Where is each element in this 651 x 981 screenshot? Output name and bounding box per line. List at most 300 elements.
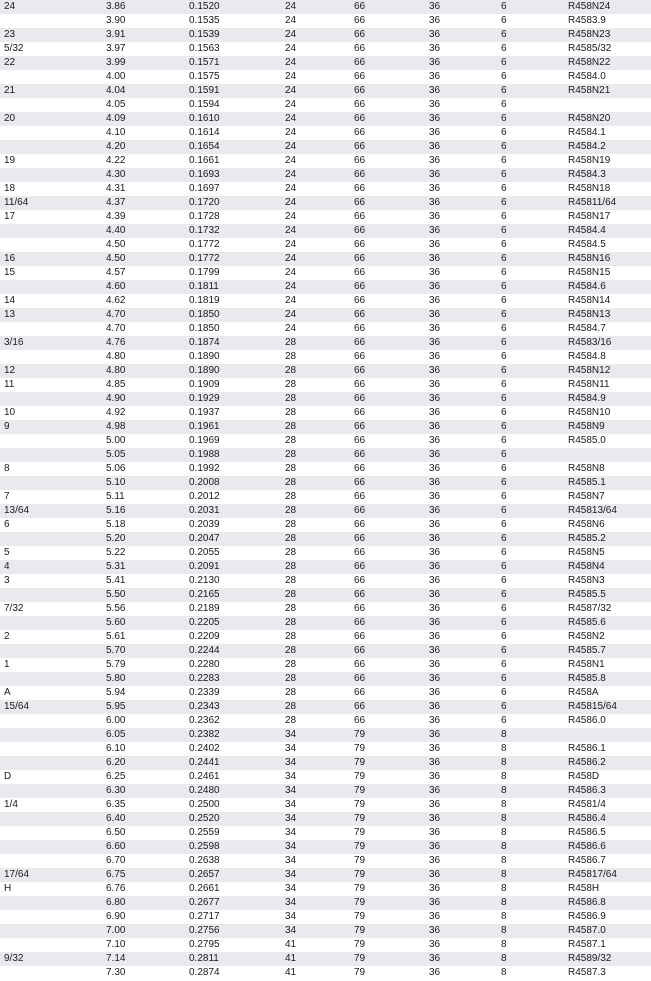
inch-cell: 0.1811	[186, 280, 282, 294]
overall-length-cell: 66	[350, 518, 425, 532]
gauge-cell	[0, 434, 104, 448]
table-row	[0, 868, 651, 882]
shank-cell: 8	[497, 966, 565, 980]
shank-cell: 6	[497, 252, 565, 266]
flute-length-cell: 34	[282, 756, 350, 770]
mm-cell: 5.16	[104, 504, 186, 518]
table-row	[0, 574, 651, 588]
shank-cell: 6	[497, 84, 565, 98]
mm-cell: 5.61	[104, 630, 186, 644]
shank-cell: 6	[497, 686, 565, 700]
point-angle-cell: 36	[425, 546, 497, 560]
shank-cell: 6	[497, 434, 565, 448]
table-row	[0, 784, 651, 798]
gauge-cell: 4	[0, 560, 104, 574]
flute-length-cell: 24	[282, 14, 350, 28]
shank-cell: 8	[497, 896, 565, 910]
shank-cell: 6	[497, 630, 565, 644]
gauge-cell: 18	[0, 182, 104, 196]
shank-cell: 8	[497, 868, 565, 882]
table-row	[0, 196, 651, 210]
overall-length-cell: 66	[350, 378, 425, 392]
part-number-cell: R4586.9	[565, 910, 651, 924]
shank-cell: 6	[497, 126, 565, 140]
part-number-cell: R458N16	[565, 252, 651, 266]
overall-length-cell: 66	[350, 28, 425, 42]
flute-length-cell: 28	[282, 462, 350, 476]
gauge-cell	[0, 854, 104, 868]
part-number-cell: R4586.3	[565, 784, 651, 798]
overall-length-cell: 66	[350, 126, 425, 140]
part-number-cell: R4585.2	[565, 532, 651, 546]
mm-cell: 5.05	[104, 448, 186, 462]
part-number-cell: R45815/64	[565, 700, 651, 714]
point-angle-cell: 36	[425, 532, 497, 546]
mm-cell: 5.41	[104, 574, 186, 588]
table-row	[0, 70, 651, 84]
point-angle-cell: 36	[425, 854, 497, 868]
overall-length-cell: 66	[350, 644, 425, 658]
table-row	[0, 406, 651, 420]
flute-length-cell: 28	[282, 406, 350, 420]
mm-cell: 3.91	[104, 28, 186, 42]
gauge-cell: 2	[0, 630, 104, 644]
inch-cell: 0.2343	[186, 700, 282, 714]
shank-cell: 6	[497, 448, 565, 462]
overall-length-cell: 66	[350, 70, 425, 84]
gauge-cell: 5	[0, 546, 104, 560]
gauge-cell: 9/32	[0, 952, 104, 966]
gauge-cell	[0, 644, 104, 658]
point-angle-cell: 36	[425, 616, 497, 630]
shank-cell: 8	[497, 812, 565, 826]
point-angle-cell: 36	[425, 476, 497, 490]
flute-length-cell: 34	[282, 924, 350, 938]
overall-length-cell: 66	[350, 700, 425, 714]
overall-length-cell: 79	[350, 938, 425, 952]
table-row	[0, 210, 651, 224]
mm-cell: 6.75	[104, 868, 186, 882]
inch-cell: 0.2638	[186, 854, 282, 868]
table-row	[0, 924, 651, 938]
shank-cell: 6	[497, 462, 565, 476]
overall-length-cell: 66	[350, 140, 425, 154]
gauge-cell: 3	[0, 574, 104, 588]
point-angle-cell: 36	[425, 952, 497, 966]
gauge-cell	[0, 238, 104, 252]
overall-length-cell: 79	[350, 812, 425, 826]
inch-cell: 0.1874	[186, 336, 282, 350]
point-angle-cell: 36	[425, 868, 497, 882]
flute-length-cell: 28	[282, 448, 350, 462]
overall-length-cell: 66	[350, 714, 425, 728]
inch-cell: 0.2280	[186, 658, 282, 672]
point-angle-cell: 36	[425, 588, 497, 602]
table-row	[0, 112, 651, 126]
table-row	[0, 546, 651, 560]
flute-length-cell: 28	[282, 392, 350, 406]
inch-cell: 0.2598	[186, 840, 282, 854]
table-row	[0, 588, 651, 602]
mm-cell: 6.76	[104, 882, 186, 896]
mm-cell: 6.25	[104, 770, 186, 784]
shank-cell: 8	[497, 742, 565, 756]
table-row	[0, 280, 651, 294]
part-number-cell: R458N19	[565, 154, 651, 168]
mm-cell: 6.60	[104, 840, 186, 854]
table-row	[0, 966, 651, 980]
flute-length-cell: 28	[282, 476, 350, 490]
point-angle-cell: 36	[425, 896, 497, 910]
shank-cell: 8	[497, 910, 565, 924]
flute-length-cell: 28	[282, 546, 350, 560]
gauge-cell: 17/64	[0, 868, 104, 882]
inch-cell: 0.1520	[186, 0, 282, 14]
gauge-cell: A	[0, 686, 104, 700]
table-row	[0, 378, 651, 392]
flute-length-cell: 28	[282, 574, 350, 588]
shank-cell: 6	[497, 588, 565, 602]
point-angle-cell: 36	[425, 560, 497, 574]
shank-cell: 8	[497, 924, 565, 938]
part-number-cell: R458N13	[565, 308, 651, 322]
part-number-cell: R458N23	[565, 28, 651, 42]
table-row	[0, 322, 651, 336]
inch-cell: 0.2209	[186, 630, 282, 644]
flute-length-cell: 28	[282, 504, 350, 518]
point-angle-cell: 36	[425, 336, 497, 350]
flute-length-cell: 28	[282, 602, 350, 616]
gauge-cell	[0, 14, 104, 28]
table-row	[0, 98, 651, 112]
gauge-cell	[0, 826, 104, 840]
overall-length-cell: 66	[350, 532, 425, 546]
overall-length-cell: 66	[350, 630, 425, 644]
gauge-cell: D	[0, 770, 104, 784]
gauge-cell	[0, 140, 104, 154]
table-row	[0, 434, 651, 448]
mm-cell: 6.05	[104, 728, 186, 742]
flute-length-cell: 24	[282, 70, 350, 84]
table-row	[0, 266, 651, 280]
flute-length-cell: 28	[282, 658, 350, 672]
flute-length-cell: 28	[282, 644, 350, 658]
flute-length-cell: 28	[282, 532, 350, 546]
mm-cell: 7.10	[104, 938, 186, 952]
shank-cell: 8	[497, 770, 565, 784]
part-number-cell: R4589/32	[565, 952, 651, 966]
shank-cell: 6	[497, 392, 565, 406]
inch-cell: 0.1890	[186, 350, 282, 364]
part-number-cell: R4585.0	[565, 434, 651, 448]
point-angle-cell: 36	[425, 266, 497, 280]
part-number-cell: R458N1	[565, 658, 651, 672]
inch-cell: 0.2008	[186, 476, 282, 490]
mm-cell: 6.40	[104, 812, 186, 826]
flute-length-cell: 28	[282, 490, 350, 504]
point-angle-cell: 36	[425, 812, 497, 826]
table-row	[0, 532, 651, 546]
overall-length-cell: 79	[350, 798, 425, 812]
inch-cell: 0.1937	[186, 406, 282, 420]
part-number-cell: R458N9	[565, 420, 651, 434]
gauge-cell	[0, 784, 104, 798]
flute-length-cell: 24	[282, 42, 350, 56]
flute-length-cell: 24	[282, 308, 350, 322]
overall-length-cell: 66	[350, 448, 425, 462]
point-angle-cell: 36	[425, 504, 497, 518]
shank-cell: 6	[497, 700, 565, 714]
gauge-cell: 21	[0, 84, 104, 98]
overall-length-cell: 66	[350, 84, 425, 98]
gauge-cell	[0, 616, 104, 630]
part-number-cell: R4585.7	[565, 644, 651, 658]
shank-cell: 6	[497, 644, 565, 658]
point-angle-cell: 36	[425, 196, 497, 210]
overall-length-cell: 66	[350, 434, 425, 448]
mm-cell: 6.00	[104, 714, 186, 728]
gauge-cell: 10	[0, 406, 104, 420]
flute-length-cell: 28	[282, 434, 350, 448]
point-angle-cell: 36	[425, 112, 497, 126]
part-number-cell: R4586.5	[565, 826, 651, 840]
part-number-cell: R458N18	[565, 182, 651, 196]
part-number-cell: R4586.4	[565, 812, 651, 826]
point-angle-cell: 36	[425, 168, 497, 182]
overall-length-cell: 66	[350, 406, 425, 420]
shank-cell: 8	[497, 784, 565, 798]
flute-length-cell: 24	[282, 224, 350, 238]
part-number-cell: R4583.9	[565, 14, 651, 28]
overall-length-cell: 79	[350, 882, 425, 896]
point-angle-cell: 36	[425, 182, 497, 196]
mm-cell: 5.22	[104, 546, 186, 560]
shank-cell: 6	[497, 322, 565, 336]
inch-cell: 0.2205	[186, 616, 282, 630]
shank-cell: 8	[497, 840, 565, 854]
inch-cell: 0.2480	[186, 784, 282, 798]
gauge-cell: 12	[0, 364, 104, 378]
flute-length-cell: 24	[282, 140, 350, 154]
shank-cell: 6	[497, 112, 565, 126]
part-number-cell	[565, 98, 651, 112]
mm-cell: 4.09	[104, 112, 186, 126]
shank-cell: 8	[497, 854, 565, 868]
overall-length-cell: 66	[350, 462, 425, 476]
table-row	[0, 350, 651, 364]
flute-length-cell: 24	[282, 182, 350, 196]
flute-length-cell: 24	[282, 280, 350, 294]
flute-length-cell: 34	[282, 798, 350, 812]
inch-cell: 0.2165	[186, 588, 282, 602]
part-number-cell: R4584.0	[565, 70, 651, 84]
table-row	[0, 910, 651, 924]
gauge-cell: 15	[0, 266, 104, 280]
table-row	[0, 630, 651, 644]
mm-cell: 4.90	[104, 392, 186, 406]
inch-cell: 0.1961	[186, 420, 282, 434]
mm-cell: 6.35	[104, 798, 186, 812]
gauge-cell	[0, 322, 104, 336]
part-number-cell: R4587/32	[565, 602, 651, 616]
point-angle-cell: 36	[425, 154, 497, 168]
shank-cell: 6	[497, 308, 565, 322]
point-angle-cell: 36	[425, 602, 497, 616]
point-angle-cell: 36	[425, 882, 497, 896]
inch-cell: 0.2047	[186, 532, 282, 546]
table-row	[0, 252, 651, 266]
part-number-cell: R4587.1	[565, 938, 651, 952]
inch-cell: 0.1594	[186, 98, 282, 112]
mm-cell: 4.92	[104, 406, 186, 420]
inch-cell: 0.2500	[186, 798, 282, 812]
flute-length-cell: 24	[282, 210, 350, 224]
gauge-cell: 20	[0, 112, 104, 126]
gauge-cell	[0, 98, 104, 112]
mm-cell: 5.94	[104, 686, 186, 700]
table-row	[0, 756, 651, 770]
flute-length-cell: 34	[282, 868, 350, 882]
point-angle-cell: 36	[425, 42, 497, 56]
mm-cell: 5.79	[104, 658, 186, 672]
table-row	[0, 644, 651, 658]
point-angle-cell: 36	[425, 294, 497, 308]
part-number-cell: R458N14	[565, 294, 651, 308]
shank-cell: 6	[497, 532, 565, 546]
overall-length-cell: 66	[350, 224, 425, 238]
part-number-cell: R4587.0	[565, 924, 651, 938]
part-number-cell: R4585/32	[565, 42, 651, 56]
point-angle-cell: 36	[425, 686, 497, 700]
point-angle-cell: 36	[425, 364, 497, 378]
flute-length-cell: 24	[282, 238, 350, 252]
overall-length-cell: 66	[350, 546, 425, 560]
gauge-cell: 7	[0, 490, 104, 504]
shank-cell: 6	[497, 574, 565, 588]
point-angle-cell: 36	[425, 742, 497, 756]
mm-cell: 4.80	[104, 350, 186, 364]
point-angle-cell: 36	[425, 70, 497, 84]
mm-cell: 4.62	[104, 294, 186, 308]
inch-cell: 0.2362	[186, 714, 282, 728]
mm-cell: 4.85	[104, 378, 186, 392]
gauge-cell	[0, 280, 104, 294]
overall-length-cell: 66	[350, 616, 425, 630]
overall-length-cell: 66	[350, 42, 425, 56]
flute-length-cell: 28	[282, 560, 350, 574]
point-angle-cell: 36	[425, 672, 497, 686]
point-angle-cell: 36	[425, 126, 497, 140]
mm-cell: 4.70	[104, 308, 186, 322]
flute-length-cell: 28	[282, 672, 350, 686]
flute-length-cell: 34	[282, 826, 350, 840]
inch-cell: 0.2520	[186, 812, 282, 826]
part-number-cell: R4584.7	[565, 322, 651, 336]
mm-cell: 4.80	[104, 364, 186, 378]
table-row	[0, 14, 651, 28]
point-angle-cell: 36	[425, 210, 497, 224]
inch-cell: 0.1614	[186, 126, 282, 140]
inch-cell: 0.1575	[186, 70, 282, 84]
table-row	[0, 714, 651, 728]
inch-cell: 0.1772	[186, 238, 282, 252]
gauge-cell	[0, 70, 104, 84]
inch-cell: 0.2811	[186, 952, 282, 966]
gauge-cell	[0, 476, 104, 490]
gauge-cell	[0, 924, 104, 938]
flute-length-cell: 34	[282, 728, 350, 742]
overall-length-cell: 66	[350, 658, 425, 672]
gauge-cell	[0, 350, 104, 364]
shank-cell: 6	[497, 280, 565, 294]
shank-cell: 8	[497, 952, 565, 966]
shank-cell: 8	[497, 826, 565, 840]
flute-length-cell: 24	[282, 112, 350, 126]
table-row	[0, 658, 651, 672]
flute-length-cell: 34	[282, 742, 350, 756]
overall-length-cell: 79	[350, 966, 425, 980]
table-row	[0, 308, 651, 322]
mm-cell: 5.80	[104, 672, 186, 686]
overall-length-cell: 79	[350, 728, 425, 742]
inch-cell: 0.2717	[186, 910, 282, 924]
part-number-cell: R4581/4	[565, 798, 651, 812]
flute-length-cell: 34	[282, 896, 350, 910]
overall-length-cell: 66	[350, 182, 425, 196]
gauge-cell	[0, 812, 104, 826]
overall-length-cell: 66	[350, 364, 425, 378]
overall-length-cell: 66	[350, 238, 425, 252]
mm-cell: 4.50	[104, 238, 186, 252]
gauge-cell: 14	[0, 294, 104, 308]
part-number-cell: R4586.8	[565, 896, 651, 910]
flute-length-cell: 34	[282, 812, 350, 826]
inch-cell: 0.1563	[186, 42, 282, 56]
inch-cell: 0.1720	[186, 196, 282, 210]
part-number-cell: R4585.5	[565, 588, 651, 602]
part-number-cell: R458N3	[565, 574, 651, 588]
point-angle-cell: 36	[425, 420, 497, 434]
table-row	[0, 56, 651, 70]
overall-length-cell: 79	[350, 784, 425, 798]
table-row	[0, 840, 651, 854]
table-row	[0, 154, 651, 168]
mm-cell: 4.20	[104, 140, 186, 154]
part-number-cell: R4587.3	[565, 966, 651, 980]
overall-length-cell: 66	[350, 0, 425, 14]
table-row	[0, 518, 651, 532]
mm-cell: 3.99	[104, 56, 186, 70]
shank-cell: 6	[497, 546, 565, 560]
mm-cell: 3.97	[104, 42, 186, 56]
inch-cell: 0.2657	[186, 868, 282, 882]
table-row	[0, 364, 651, 378]
table-row	[0, 238, 651, 252]
point-angle-cell: 36	[425, 658, 497, 672]
shank-cell: 6	[497, 490, 565, 504]
flute-length-cell: 28	[282, 588, 350, 602]
overall-length-cell: 66	[350, 322, 425, 336]
part-number-cell: R458N4	[565, 560, 651, 574]
point-angle-cell: 36	[425, 910, 497, 924]
overall-length-cell: 79	[350, 770, 425, 784]
part-number-cell: R4585.1	[565, 476, 651, 490]
inch-cell: 0.1799	[186, 266, 282, 280]
table-row	[0, 798, 651, 812]
shank-cell: 6	[497, 182, 565, 196]
part-number-cell: R458N12	[565, 364, 651, 378]
overall-length-cell: 79	[350, 910, 425, 924]
